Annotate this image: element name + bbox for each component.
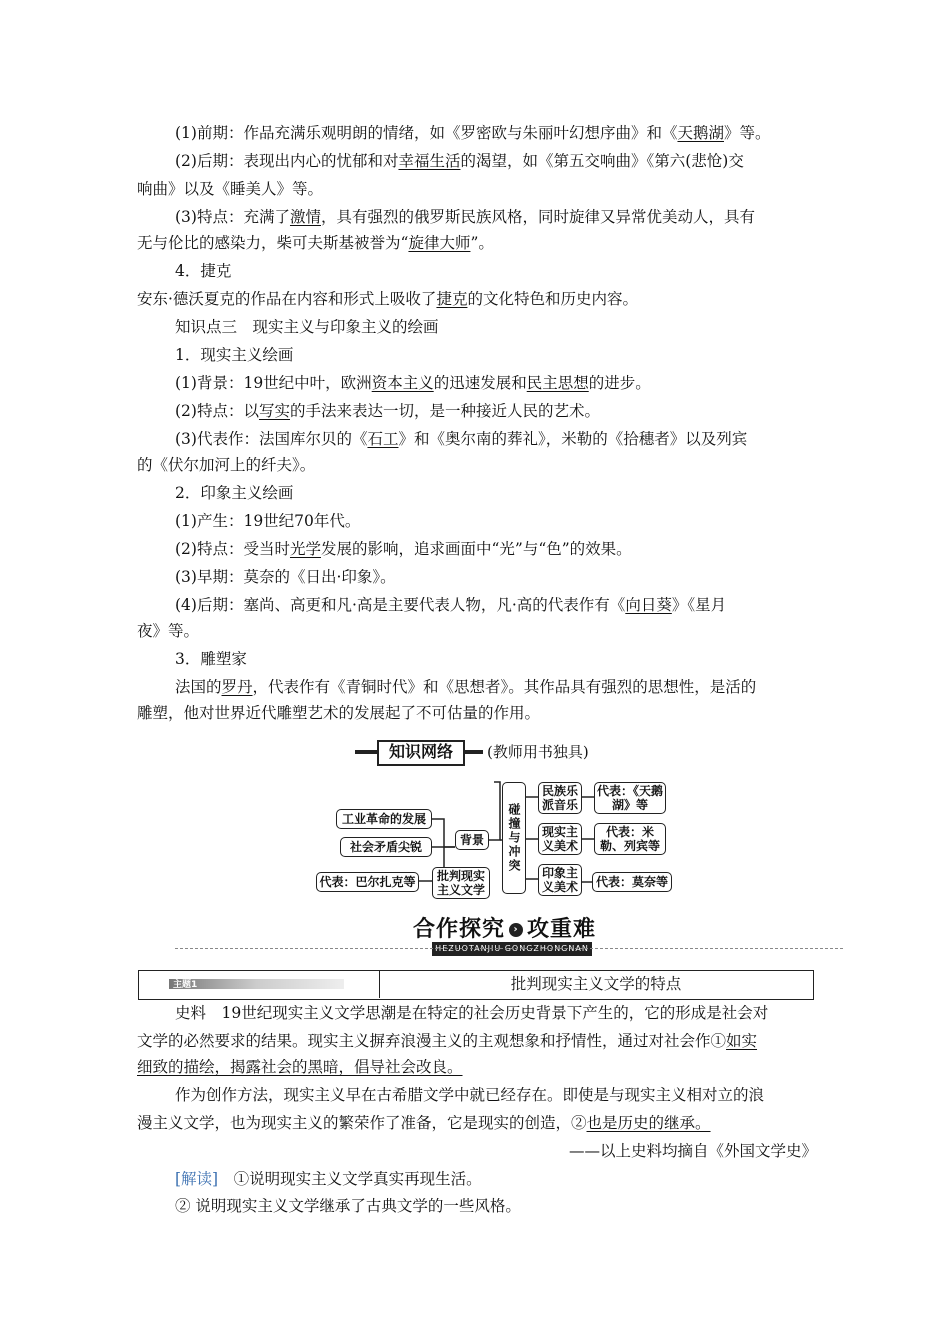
body-text: 的手法来表达一切，是一种接近人民的艺术。 [289,402,600,420]
body-text: 法国的 [175,678,222,696]
knowledge-network-subtitle: (教师用书独具) [487,743,589,761]
body-text: 》《星月 [671,596,727,614]
source-text: 史料 19世纪现实主义文学思潮是在特定的社会历史背景下产生的，它的形成是社会对 [175,1004,769,1022]
music-representative-box: 代表：《天鹅湖》等 [594,782,666,814]
body-text: (4)后期：塞尚、高更和凡·高是主要代表人物，凡·高的代表作有《 [175,596,626,614]
body-text: 1．现实主义绘画 [175,346,294,364]
interpretation-2: ② 说明现实主义文学继承了古典文学的一些风格。 [175,1197,521,1215]
critical-realism-representative-box: 代表：巴尔扎克等 [316,872,419,892]
body-text: 》和《奥尔南的葬礼》，米勒的《拾穗者》以及列宾 [398,430,748,448]
body-text: ，具有强烈的俄罗斯民族风格，同时旋律又异常优美动人，具有 [320,208,755,226]
body-text: 夜》等。 [137,622,200,640]
body-text: 3．雕塑家 [175,650,247,668]
body-text: 资本主义 [371,374,434,392]
source-line [137,1031,817,1051]
body-text: (1)前期：作品充满乐观明朗的情绪，如《罗密欧与朱丽叶幻想序曲》和《 [175,124,678,142]
critical-realism-box: 批判现实主义文学 [432,867,490,899]
realist-art-representative-box: 代表：米勒、列宾等 [594,823,666,855]
interpretation-1 [175,1169,855,1189]
body-text: 2．印象主义绘画 [175,484,294,502]
body-text: (3)特点：充满了 [175,208,290,226]
body-text: 幸福生活 [398,152,461,170]
arrow-icon: › [509,923,523,937]
section-banner [413,918,596,942]
impressionist-representative-box: 代表：莫奈等 [592,872,672,892]
body-text: 天鹅湖 [677,124,724,142]
banner-pinyin: HEZUOTANJIU GONGZHONGNAN [432,942,592,956]
realist-art-box: 现实主义美术 [538,823,582,855]
interpretation-1-text: ①说明现实主义文学真实再现生活。 [233,1170,482,1188]
body-text: (2)后期：表现出内心的忧郁和对 [175,152,399,170]
body-text: ，代表作有《青铜时代》和《思想者》。其作品具有强烈的思想性，是活的 [252,678,757,696]
source-text: 作为创作方法，现实主义早在古希腊文学中就已经存在。即使是与现实主义相对立的浪 [175,1086,765,1104]
citation: ——以上史料均摘自《外国文学史》 [568,1142,817,1160]
source-line [175,1085,855,1105]
body-text: 旋律大师 [408,234,471,252]
body-text: 写实 [258,402,290,420]
body-text: 的迅速发展和 [433,374,527,392]
body-text: (2)特点：以 [175,402,259,420]
body-text: (2)特点：受当时 [175,540,290,558]
source-line [175,1003,855,1023]
source-text: 如实 [726,1032,758,1050]
body-text: 激情 [289,208,321,226]
theme-title: 批判现实主义文学的特点 [510,975,682,993]
source-text: 漫主义文学，也为现实主义的繁荣作了准备，它是现实的创造，② [137,1114,587,1132]
source-text: 细致的描绘，揭露社会的黑暗，倡导社会改良。 [137,1058,463,1076]
body-text: 的《伏尔加河上的纤夫》。 [137,456,316,474]
theme-label-cell [139,971,380,998]
body-text: 的进步。 [588,374,651,392]
body-text: 发展的影响，追求画面中“光”与“色”的效果。 [320,540,632,558]
social-contradiction-box: 社会矛盾尖锐 [340,837,432,857]
body-text: 捷克 [436,290,468,308]
body-text: 的渴望，如《第五交响曲》《第六(悲怆)交 [460,152,744,170]
source-line [137,1113,817,1133]
body-text: (1)背景：19世纪中叶，欧洲 [175,374,372,392]
impressionist-art-box: 印象主义美术 [538,864,582,896]
source-text: 也是历史的继承。 [586,1114,711,1132]
theme-box [138,970,814,1000]
collision-box: 碰撞与冲突 [502,782,526,894]
dashed-divider [175,948,843,949]
body-text: 安东·德沃夏克的作品在内容和形式上吸收了 [137,290,437,308]
national-music-box: 民族乐派音乐 [538,782,582,814]
industrial-revolution-box: 工业革命的发展 [336,809,432,829]
body-text: 向日葵 [625,596,672,614]
body-text: 知识点三 现实主义与印象主义的绘画 [175,318,439,336]
body-text: (3)早期：莫奈的《日出·印象》。 [175,568,396,586]
body-text: 响曲》以及《睡美人》等。 [137,180,324,198]
body-text: 》等。 [723,124,771,142]
body-text: 罗丹 [221,678,253,696]
body-text: 石工 [367,430,399,448]
source-text: 文学的必然要求的结果。现实主义摒弃浪漫主义的主观想象和抒情性，通过对社会作① [137,1032,727,1050]
body-text: 的文化特色和历史内容。 [467,290,638,308]
interpretation-tag: [解读] [175,1170,219,1188]
banner-left: 合作探究 [413,917,506,942]
source-line [137,1057,817,1077]
body-text: 雕塑，他对世界近代雕塑艺术的发展起了不可估量的作用。 [137,704,541,722]
body-text: ”。 [470,234,494,252]
body-text: (1)产生：19世纪70年代。 [175,512,361,530]
banner-right: 攻重难 [527,917,597,942]
body-text: 民主思想 [526,374,589,392]
background-box: 背景 [455,830,489,850]
body-text: 无与伦比的感染力，柴可夫斯基被誉为“ [137,234,409,252]
theme-label: 主题1 [173,980,198,990]
body-text: 光学 [289,540,321,558]
body-text: 4．捷克 [175,262,232,280]
knowledge-network-title: 知识网络 [377,740,465,766]
body-text: (3)代表作：法国库尔贝的《 [175,430,368,448]
